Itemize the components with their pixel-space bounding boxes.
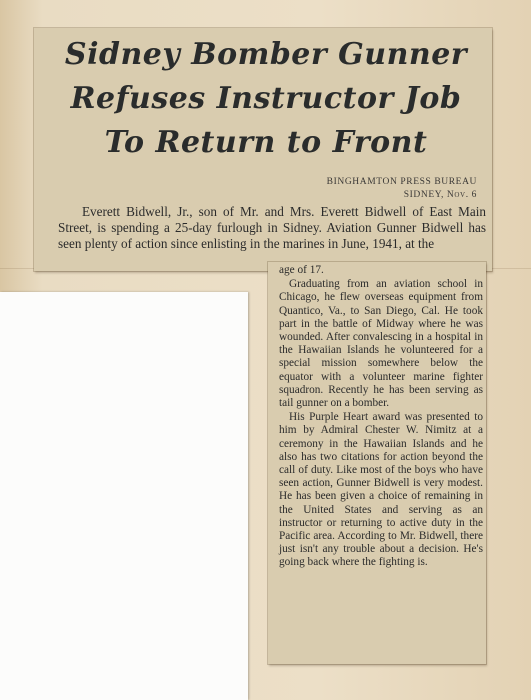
column-paragraph-2: Graduating from an aviation school in Chicago, he flew overseas equipment from Quantico, Va., to San Diego, Cal. He took part in the battle of Midway where he was wounded. After convalescing in a hospital in the Hawaiian Islands he volunteered for a special mission somewhere below the equator with a volunteer marine fighter squadron. Recently he has been serving as tail gunner on a bomber. (279, 278, 483, 410)
column-paragraph-3: His Purple Heart award was presented to him by Admiral Chester W. Nimitz at a ceremony in the Hawaiian Islands and he also has two citations for action beyond the call of duty. Like most of the boys who have seen action, Gunner Bidwell is very modest. He has been given a choice of remaining in the United States and serving as an instructor or returning to active duty in the Pacific area. According to Mr. Bidwell, there just isn't any trouble about a decision. He's going back where the fighting is. (279, 411, 483, 569)
lede-paragraph: Everett Bidwell, Jr., son of Mr. and Mrs. Everett Bidwell of East Main Street, is spending a 25-day furlough in Sidney. Aviation Gunner Bidwell has seen plenty of action since enlisting in the marines in June, 1941, at the (58, 204, 486, 251)
dateline-place-date: SIDNEY, Nov. 6 (403, 190, 477, 200)
headline (44, 33, 488, 165)
dateline-bureau: BINGHAMTON PRESS BUREAU (326, 177, 477, 187)
dateline (327, 176, 477, 202)
headline-line-3: To Return to Front (104, 125, 428, 160)
headline-line-2: Refuses Instructor Job (70, 81, 462, 116)
white-paper-sheet (0, 292, 248, 700)
headline-line-1: Sidney Bomber Gunner (64, 37, 468, 72)
article-column (279, 264, 483, 571)
column-paragraph-1: age of 17. (279, 264, 324, 276)
